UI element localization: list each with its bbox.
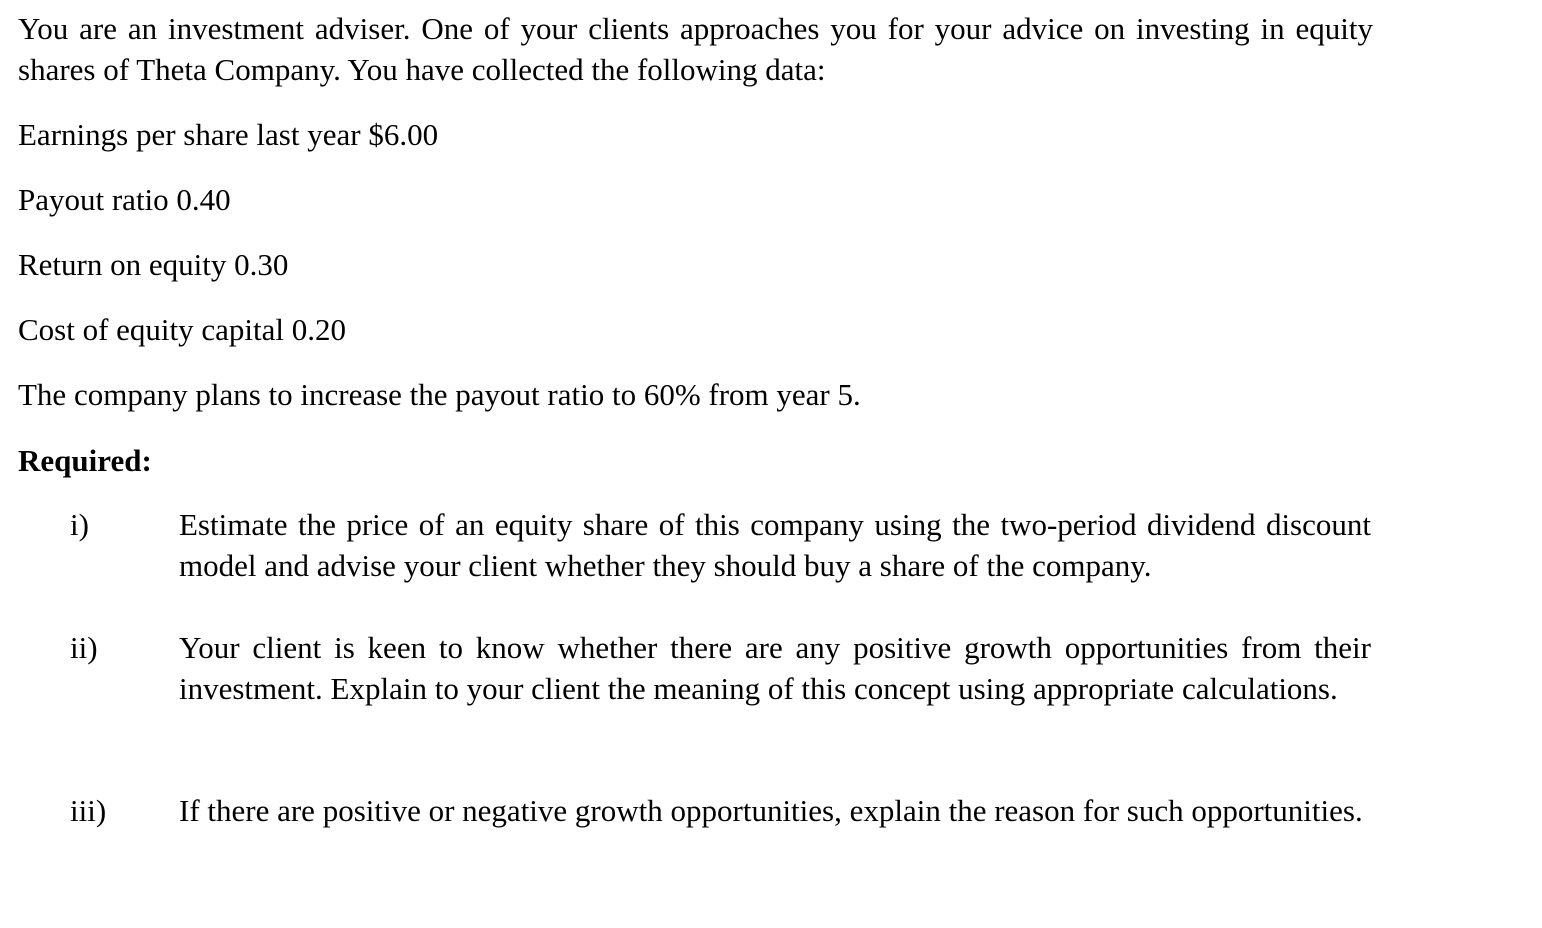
return-on-equity-line: Return on equity 0.30 [18, 247, 289, 282]
payout-plan-line: The company plans to increase the payout ratio to 60% from year 5. [18, 377, 861, 412]
required-heading: Required: [18, 443, 152, 478]
question-text: If there are positive or negative growth opportunities, explain the reason for such opportunities. [179, 793, 1363, 828]
question-text: Your client is keen to know whether there are any positive growth opportunities from their investment. Explain to your client the meaning of this concept using appropriate calculations. [179, 630, 1371, 706]
payout-ratio-line: Payout ratio 0.40 [18, 182, 231, 217]
question-number: iii) [70, 793, 107, 828]
cost-of-equity-line: Cost of equity capital 0.20 [18, 312, 347, 347]
intro-paragraph: You are an investment adviser. One of your clients approaches you for your advice on investing in equity shares of Theta Company. You have collected the following data: [18, 11, 1373, 87]
question-number: i) [70, 507, 89, 542]
document-page [18, 8, 1373, 828]
question-number: ii) [70, 630, 98, 665]
question-text: Estimate the price of an equity share of this company using the two-period dividend discount model and advise your client whether they should buy a share of the company. [179, 507, 1371, 583]
earnings-per-share-line: Earnings per share last year $6.00 [18, 117, 439, 152]
